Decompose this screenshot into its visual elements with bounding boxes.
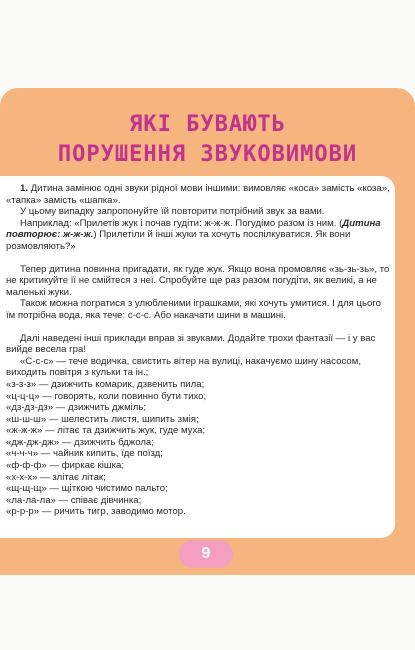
examples-list <box>6 379 391 518</box>
example-item: «дз-дз-дз» — дзижчить джміль; <box>6 402 147 414</box>
body-text <box>6 183 391 518</box>
p1-line1: Дитина замінює одні звуки рідної мови іншими: вимовляє «коса» замість «коза», <box>30 183 390 194</box>
example-item: «х-х-х» — злітає літак; <box>6 471 106 483</box>
example-item: «ф-ф-ф» — фиркає кішка; <box>6 460 124 472</box>
p1-line2: «тапка» замість «шапка». <box>6 194 121 206</box>
paragraph-5: Також можна погратися з улюбленими іграшками, які хочуть умитися. І для цього їм потрібна вода, яка тече: с-с-с. Або накачати шини в машині. <box>6 298 381 321</box>
example-item: «р-р-р» — ричить тигр, заводимо мотор. <box>6 506 186 518</box>
paragraph-3 <box>6 218 391 253</box>
title-line-1: ЯКІ БУВАЮТЬ <box>129 112 286 137</box>
paragraph-2: У цьому випадку запропонуйте їй повторити потрібний звук за вами. <box>20 206 325 218</box>
example-item: «ч-ч-ч» — чайник кипить, їде поїзд; <box>6 448 163 460</box>
title-line-2: ПОРУШЕННЯ ЗВУКОВИМОВИ <box>57 142 358 167</box>
example-item: «ц-ц-ц» — говорять, коли повинно бути тихо; <box>6 390 207 402</box>
paragraph-4: Тепер дитина повинна пригадати, як гуде жук. Якщо вона промовляє «зь-зь-зь», то не критикуйте її не смійтеся з неї. Спробуйте ще раз разом погудіти, як великі, а не маленькі жуки. <box>6 263 390 298</box>
paragraph-1 <box>6 183 391 206</box>
page-number-badge: 9 <box>179 540 233 568</box>
example-item: «щ-щ-щ» — щіткою чистимо пальто; <box>6 483 168 495</box>
p3-italic: Дитина повторює: ж-ж-ж. <box>6 217 381 241</box>
p3-text-a: Наприклад: «Прилетів жук і почав гудіти: ж-ж-ж. Погудімо разом із ним. ( <box>20 217 343 229</box>
example-item: «з-з-з» — дзижчить комарик, дзвенить пила; <box>6 378 205 390</box>
paragraph-7: «С-с-с» — тече водичка, свистить вітер на вулиці, накачуємо шину насосом, виходить повітря з кульки та ін.; <box>6 355 361 379</box>
example-item: «ла-ла-ла» — співає дівчинка; <box>6 494 142 506</box>
example-item: «ж-ж-ж» — літає та дзижчить жук, гуде муха; <box>6 425 206 437</box>
example-item: «ш-ш-ш» — шелестить листя, шипить змія; <box>6 413 199 425</box>
example-item: «дж-дж-дж» — дзижчить бджола; <box>6 436 154 448</box>
p3-text-b: ) Прилетіли й інші жуки та хочуть поспілкуватися. Як вони розмовляють?» <box>6 229 351 252</box>
paragraph-6: Далі наведені інші приклади вправ зі звуками. Додайте трохи фантазії — і у вас вийде весела гра! <box>6 332 376 356</box>
item-number: 1. <box>20 183 29 194</box>
